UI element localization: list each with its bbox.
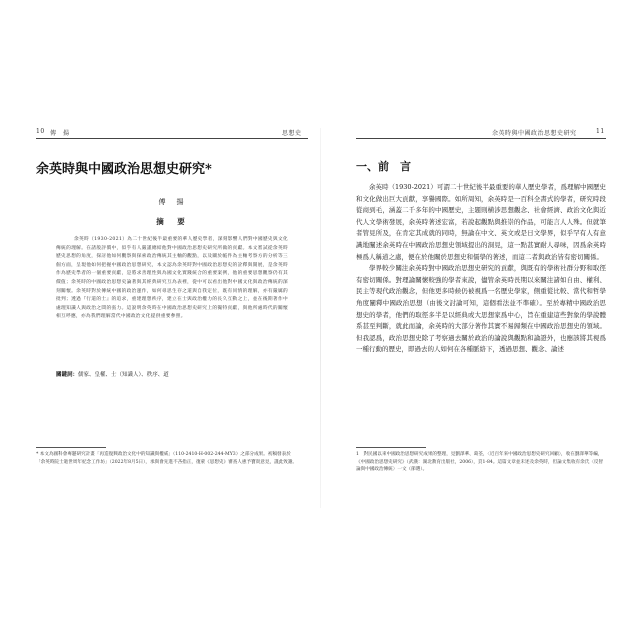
footnote-rule <box>356 447 426 448</box>
keywords-label: 關鍵詞： <box>56 372 79 378</box>
footnote-1: 1 對民國以來中國政治思想研究成果的整理，見劉澤華、葛荃，〈近百年來中國政治思想史研究回顧〉，收在劉澤華等編，《中國政治思想史研究》（武漢：湖北教育出版社，2006），頁1-84。這篇文章並未述及余英時，但論文集收有余氏〈反智論與中國政治傳統〉一文（節選）。 <box>356 452 604 473</box>
right-running-head: 余英時與中國政治思想史研究 <box>492 130 577 137</box>
left-running-head: 傳 揚 <box>50 130 70 137</box>
right-page <box>356 128 606 508</box>
left-page <box>36 128 308 508</box>
author-name: 傅 揚 <box>158 198 186 206</box>
article-title: 余英時與中國政治思想史研究* <box>36 162 212 177</box>
footnote-rule <box>36 447 106 448</box>
paragraph: 余英時（1930-2021）可謂二十世紀後半最重要的華人歷史學者，爲理解中國歷史和文化做出巨大貢獻，享譽國際。如所周知，余英時是一百科全書式的學者，研究時段從商到毛，涵蓋二千多年的中國歷史，主題則横涉思想觀念、社會經濟、政治文化與近代人文學術發展，余英時著述宏富，若說起觀點與推崇的作品，可能言人人殊。但就筆者管見所及，在肯定其成就的同時，無論在中文、英文或是日文學界，似乎罕有人有意識地闡述余英時在中國政治思想史領域提出的洞見，這一點甚實耐人尋味，因爲余英時極爲人稱道之處，便在於他關於思想史和儒學的著述，而這二者與政治皆有密切關係。 <box>356 183 606 261</box>
section-heading: 一、前 言 <box>356 160 411 173</box>
abstract-text: 余英時（1930-2021）為二十世紀後半最重要的華人歷史學者，深刻影響人們對中國歷史與文化傳統的理解。在諸般評價中，似乎有人嚴謹總結他對中國政治思想史研究所做的貢獻。本文嘗試從余英時歷史思想的角度，探討他如何觀察與探索政治傳統其主軸的觀點，以及關於帳件為主軸考察方的分析等三個方面，呈現他如何把握中國政治思想研究，本文認為余英時對中國政治思想史的詮釋與開展，是余英時作為歷史學者的一個重要貢獻，是將求善理性與為國文化實踐統合的重要案例，他的重要思想觀察仍有其價值；余英時的中國政治思想史論著與其經典研究互為表裡，從中可以看出他對中國文化與政治傳統的深刻關懷。余英時對於傳統中國的政治運作，如何尋思生存之道與自我定位，既有同情的理解，亦有嚴厲的批判；透過『行道的士』的追求，重建理想秩序，建立在士與政治權力的長久互動之上，並在後期著作中處理知識人與政治之間的張力。這說明余英時在中國政治思想史研究上的獨特貢獻，與他所處時代的關懷相互呼應，亦為我們理解當代中國政治文化提供重要參照。 <box>56 237 288 320</box>
left-page-number: 10 <box>36 128 45 135</box>
footnote-star: * 本文為國科會專題研究計畫「再造復興政治文化中的知識與權威」（110-2410-H-002-244-MY3）之部分成果。初稿發表於「余英時院士逝世周年紀念工作坊」（2022年8月5日），承與會先進不吝指正，復蒙《思想史》審查人惠予寶貴意見，謹此致謝。 <box>36 452 298 465</box>
paragraph: 學界較少關注余英時對中國政治思想史研究的貢獻，與既有的學術社群分野和取徑有密切關係。對理論關懷較強的學者來說，儘管余英時長期以來關注諸如自由、權利、民主等現代政治觀念，但他更多時候仍被視爲一名歷史學家，側重從比較、當代和哲學角度闡釋中國政治思想（由後文討論可知，這個看法並不準確）。至於專精中國政治思想史的學者，他們的取徑多半是以經典或大思想家爲中心，旨在重建這些對象的學說體系甚至判斷，就此而論，余英時的大部分著作其實不易歸類在中國政治思想史的領域。但我認爲，政治思想史除了考察過去關於政治的論說與觀點和論證外，也應該將其視爲一種行動的歷史，即過去的人如何在各種脈絡下，透過思想、觀念、論述 <box>356 264 606 354</box>
header-rule <box>356 138 606 139</box>
keywords-list: 儒家、皇權、士（知識人）、秩序、道 <box>78 372 169 378</box>
header-rule <box>36 138 308 139</box>
book-gutter <box>320 128 321 508</box>
right-page-number: 11 <box>596 128 605 135</box>
body-text <box>356 182 606 356</box>
keywords <box>56 370 288 378</box>
left-running-head-right: 思想史 <box>282 130 302 137</box>
abstract-heading: 摘 要 <box>156 217 188 226</box>
